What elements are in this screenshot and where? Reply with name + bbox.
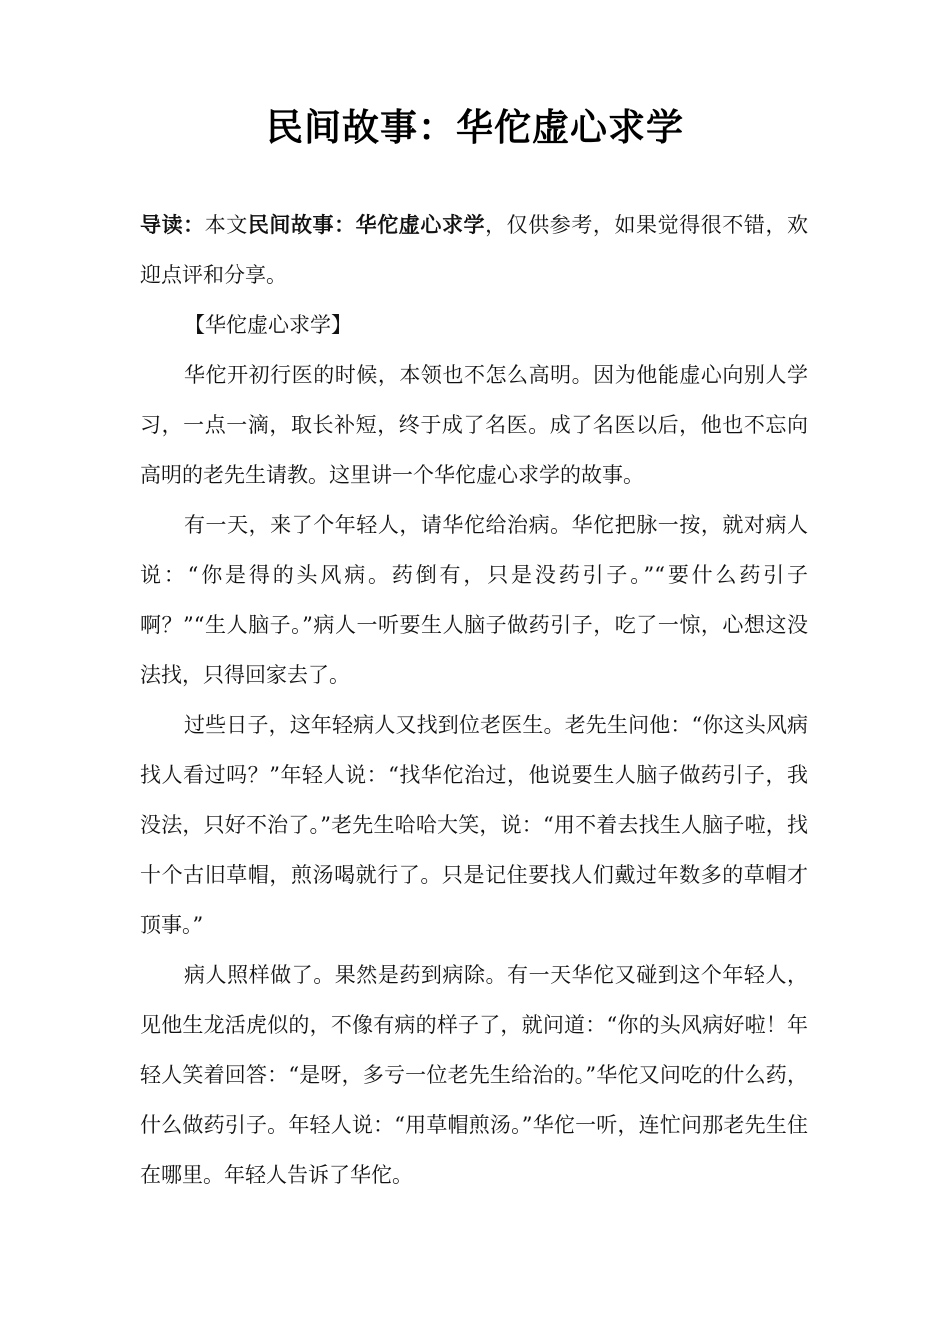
intro-text-suffix: ，仅供参考，如果觉得很不错，欢迎点评和分享。 — [140, 213, 809, 287]
intro-paragraph — [140, 200, 808, 300]
body-paragraph: 病人照样做了。果然是药到病除。有一天华佗又碰到这个年轻人，见他生龙活虎似的，不像有病的样子了，就问道：“你的头风病好啦！年轻人笑着回答：“是呀，多亏一位老先生给治的。”华佗又问吃的什么药，什么做药引子。年轻人说：“用草帽煎汤。”华佗一听，连忙问那老先生住在哪里。年轻人告诉了华佗。 — [140, 963, 808, 1187]
document-title: 民间故事：华佗虚心求学 — [266, 106, 684, 149]
document-body — [140, 200, 808, 1200]
body-paragraph: 有一天，来了个年轻人，请华佗给治病。华佗把脉一按，就对病人说：“你是得的头风病。药倒有，只是没药引子。”“要什么药引子啊？”“生人脑子。”病人一听要生人脑子做药引子，吃了一惊，心想这没法找，只得回家去了。 — [140, 513, 808, 687]
intro-text-prefix: 本文 — [204, 213, 248, 237]
body-paragraph: 华佗开初行医的时候，本领也不怎么高明。因为他能虚心向别人学习，一点一滴，取长补短，终于成了名医。成了名医以后，他也不忘向高明的老先生请教。这里讲一个华佗虚心求学的故事。 — [140, 363, 808, 487]
intro-highlight: 民间故事：华佗虚心求学 — [247, 213, 486, 237]
intro-label: 导读： — [140, 213, 205, 237]
section-heading: 【华佗虚心求学】 — [184, 313, 352, 337]
body-paragraph: 过些日子，这年轻病人又找到位老医生。老先生问他：“你这头风病找人看过吗？”年轻人说：“找华佗治过，他说要生人脑子做药引子，我没法，只好不治了。”老先生哈哈大笑，说：“用不着去找生人脑子啦，找十个古旧草帽，煎汤喝就行了。只是记住要找人们戴过年数多的草帽才顶事。” — [140, 713, 808, 937]
